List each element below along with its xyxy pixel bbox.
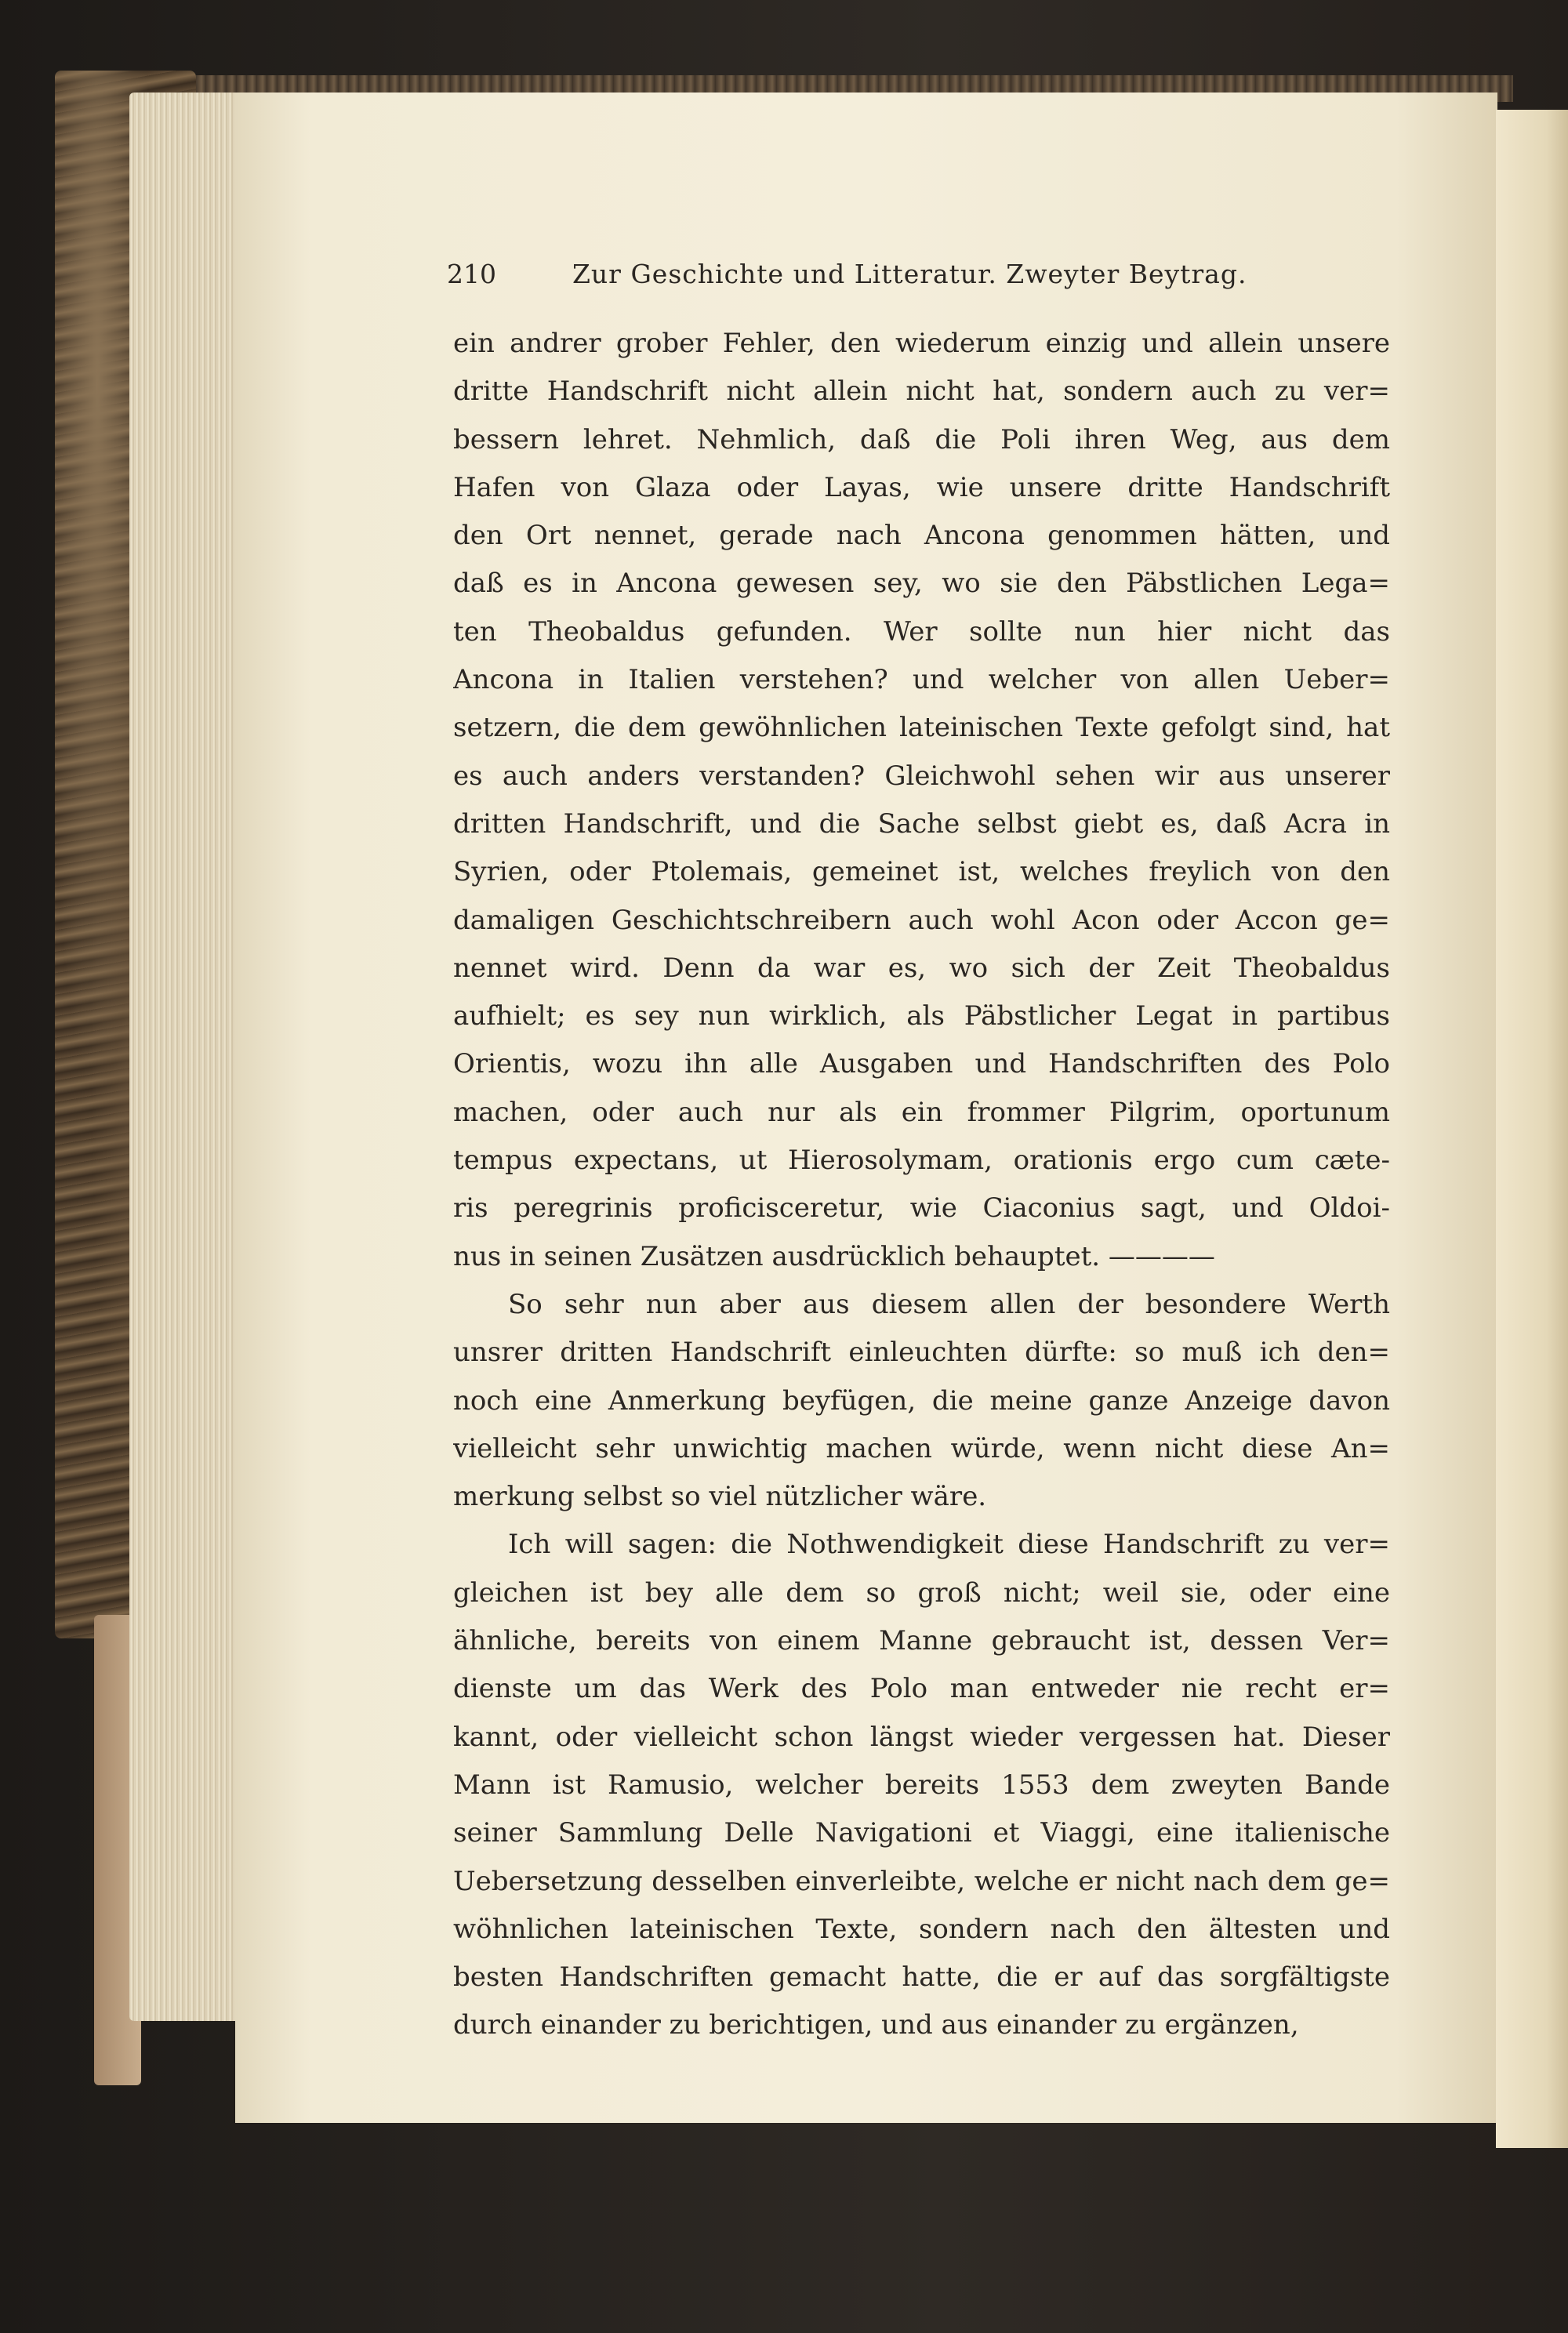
page-stack-edges bbox=[129, 93, 239, 2021]
text-line: dritte Handschrift nicht allein nicht hat, sondern auch zu ver= bbox=[453, 376, 1390, 408]
text-line: merkung selbst so viel nützlicher wäre. bbox=[453, 1481, 987, 1513]
text-line: ris peregrinis proficisceretur, wie Ciaconius sagt, und Oldoi- bbox=[453, 1192, 1390, 1225]
text-line: unsrer dritten Handschrift einleuchten dürfte: so muß ich den= bbox=[453, 1337, 1390, 1369]
text-line: ten Theobaldus gefunden. Wer sollte nun hier nicht das bbox=[453, 615, 1390, 648]
text-line: ein andrer grober Fehler, den wiederum einzig und allein unsere bbox=[453, 328, 1390, 359]
text-line: Orientis, wozu ihn alle Ausgaben und Handschriften des Polo bbox=[453, 1048, 1390, 1080]
text-line: damaligen Geschichtschreibern auch wohl Acon oder Accon ge= bbox=[453, 904, 1390, 936]
text-line: seiner Sammlung Delle Navigationi et Viaggi, eine italienische bbox=[453, 1817, 1390, 1849]
body-text bbox=[453, 320, 1390, 2050]
text-line: den Ort nennet, gerade nach Ancona genommen hätten, und bbox=[453, 520, 1390, 552]
text-line: vielleicht sehr unwichtig machen würde, wenn nicht diese An= bbox=[453, 1432, 1390, 1464]
text-line: tempus expectans, ut Hierosolymam, orationis ergo cum cæte- bbox=[453, 1145, 1390, 1177]
text-line: nus in seinen Zusätzen ausdrücklich behauptet. ———— bbox=[453, 1240, 1215, 1272]
text-line: besten Handschriften gemacht hatte, die er auf das sorgfältigste bbox=[453, 1961, 1390, 1994]
text-line: So sehr nun aber aus diesem allen der besondere Werth bbox=[508, 1288, 1390, 1320]
text-line: noch eine Anmerkung beyfügen, die meine ganze Anzeige davon bbox=[453, 1384, 1390, 1417]
facing-page-edge bbox=[1496, 110, 1568, 2148]
text-line: gleichen ist bey alle dem so groß nicht; weil sie, oder eine bbox=[453, 1576, 1390, 1609]
text-line: durch einander zu berichtigen, und aus einander zu ergänzen, bbox=[453, 2009, 1299, 2041]
text-line: dienste um das Werk des Polo man entweder nie recht er= bbox=[453, 1673, 1390, 1705]
text-line: wöhnlichen lateinischen Texte, sondern nach den ältesten und bbox=[453, 1913, 1390, 1945]
text-line: Uebersetzung desselben einverleibte, welche er nicht nach dem ge= bbox=[453, 1865, 1390, 1897]
text-line: nennet wird. Denn da war es, wo sich der Zeit Theobaldus bbox=[453, 952, 1390, 984]
running-title: Zur Geschichte und Litteratur. Zweyter Beytrag. bbox=[572, 259, 1247, 289]
text-line: setzern, die dem gewöhnlichen lateinischen Texte gefolgt sind, hat bbox=[453, 712, 1390, 744]
text-line: dritten Handschrift, und die Sache selbst giebt es, daß Acra in bbox=[453, 807, 1390, 840]
text-line: Syrien, oder Ptolemais, gemeinet ist, welches freylich von den bbox=[453, 856, 1390, 888]
page-header bbox=[447, 259, 1384, 298]
text-line: bessern lehret. Nehmlich, daß die Poli ihren Weg, aus dem bbox=[453, 423, 1390, 455]
text-line: Hafen von Glaza oder Layas, wie unsere dritte Handschrift bbox=[453, 471, 1390, 503]
text-line: kannt, oder vielleicht schon längst wieder vergessen hat. Dieser bbox=[453, 1721, 1390, 1753]
text-line: machen, oder auch nur als ein frommer Pilgrim, oportunum bbox=[453, 1096, 1390, 1128]
text-line: Ich will sagen: die Nothwendigkeit diese Handschrift zu ver= bbox=[508, 1529, 1390, 1561]
text-line: aufhielt; es sey nun wirklich, als Päbstlicher Legat in partibus bbox=[453, 1000, 1390, 1032]
page-number: 210 bbox=[447, 259, 496, 289]
text-line: Ancona in Italien verstehen? und welcher von allen Ueber= bbox=[453, 664, 1390, 696]
text-line: daß es in Ancona gewesen sey, wo sie den Päbstlichen Lega= bbox=[453, 568, 1390, 600]
text-line: es auch anders verstanden? Gleichwohl sehen wir aus unserer bbox=[453, 760, 1390, 792]
text-line: ähnliche, bereits von einem Manne gebraucht ist, dessen Ver= bbox=[453, 1625, 1390, 1657]
text-line: Mann ist Ramusio, welcher bereits 1553 dem zweyten Bande bbox=[453, 1769, 1390, 1801]
